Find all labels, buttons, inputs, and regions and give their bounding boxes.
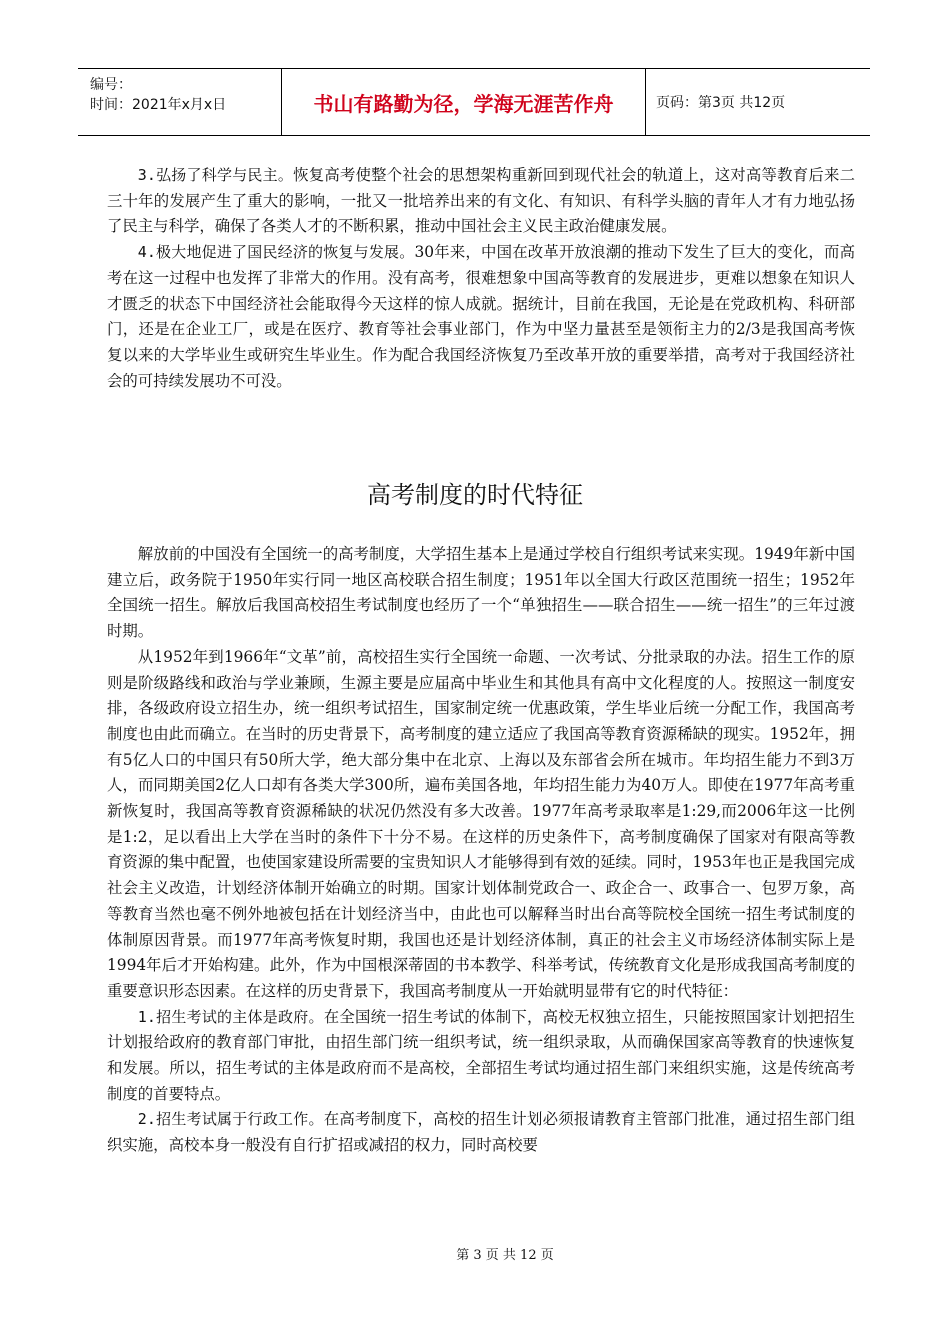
paragraph: [107, 1005, 855, 1108]
paragraph-lead: 4.极大地促进了国民经济的恢复与发展。: [137, 243, 415, 262]
paragraph: [107, 645, 855, 1005]
paragraph: [107, 240, 855, 394]
header-date: 时间：2021年x月x日: [90, 97, 227, 113]
paragraph-text: 恢复高考使整个社会的思想架构重新回到现代社会的轨道上，这对高等教育后来二三十年的发展产生了重大的影响，一批又一批培养出来的有文化、有知识、有科学头脑的青年人才有力地弘扬了民主与科学，确保了各类人才的不断积累，推动中国社会主义民主政治健康发展。: [107, 166, 855, 236]
section-title: 高考制度的时代特征: [367, 481, 583, 509]
paragraph: [107, 163, 855, 240]
header-motto: 书山有路勤为径，学海无涯苦作舟: [282, 69, 646, 135]
header-page-info: 页码：第3页 共12页: [656, 95, 786, 111]
paragraph-lead: 1.招生考试的主体是政府。: [137, 1007, 324, 1026]
header-code-label: 编号：: [90, 77, 132, 93]
paragraph-lead: 2.招生考试属于行政工作。: [137, 1110, 324, 1129]
paragraph-text: 解放前的中国没有全国统一的高考制度，大学招生基本上是通过学校自行组织考试来实现。1949年新中国建立后，政务院于1950年实行同一地区高校联合招生制度；1951年以全国大行政区范围统一招生；1952年全国统一招生。解放后我国高校招生考试制度也经历了一个“单独招生——联合招生——统一招生”的三年过渡时期。: [107, 545, 855, 641]
paragraph-text: 30年来，中国在改革开放浪潮的推动下发生了巨大的变化，而高考在这一过程中也发挥了非常大的作用。没有高考，很难想象中国高等教育的发展进步，更难以想象在知识人才匮乏的状态下中国经济社会能取得今天这样的惊人成就。据统计，目前在我国，无论是在党政机构、科研部门，还是在企业工厂，或是在医疗、教育等社会事业部门，作为中坚力量甚至是领衔主力的2/3是我国高考恢复以来的大学毕业生或研究生毕业生。作为配合我国经济恢复乃至改革开放的重要举措，高考对于我国经济社会的可持续发展功不可没。: [107, 243, 855, 390]
header-meta: [78, 69, 282, 135]
paragraph: [107, 542, 855, 645]
paragraph-text: 在高考制度下，高校的招生计划必须报请教育主管部门批准，通过招生部门组织实施，高校本身一般没有自行扩招或减招的权力，同时高校要: [107, 1110, 855, 1155]
paragraph: [107, 1107, 855, 1158]
page-footer: 第 3 页 共 12 页: [456, 1248, 554, 1263]
page-header: [78, 68, 870, 136]
paragraph-lead: 3.弘扬了科学与民主。: [137, 166, 294, 184]
paragraph-text: 在全国统一招生考试的体制下，高校无权独立招生，只能按照国家计划把招生计划报给政府的教育部门审批，由招生部门统一组织考试，统一组织录取，从而确保国家高等教育的快速恢复和发展。所以，招生考试的主体是政府而不是高校，全部招生考试均通过招生部门来组织实施，这是传统高考制度的首要特点。: [107, 1007, 855, 1103]
paragraph-text: 从1952年到1966年“文革”前，高校招生实行全国统一命题、一次考试、分批录取的办法。招生工作的原则是阶级路线和政治与学业兼顾，生源主要是应届高中毕业生和其他具有高中文化程度的人。按照这一制度安排，各级政府设立招生办，统一组织考试招生，国家制定统一优惠政策，学生毕业后统一分配工作，我国高考制度也由此而确立。在当时的历史背景下，高考制度的建立适应了我国高等教育资源稀缺的现实。1952年，拥有5亿人口的中国只有50所大学，绝大部分集中在北京、上海以及东部省会所在城市。年均招生能力不到3万人，而同期美国2亿人口却有各类大学300所，遍布美国各地，年均招生能力为40万人。即使在1977年高考重新恢复时，我国高等教育资源稀缺的状况仍然没有多大改善。1977年高考录取率是1:29,而2006年这一比例是1:2，足以看出上大学在当时的条件下十分不易。在这样的历史条件下，高考制度确保了国家对有限高等教育资源的集中配置，也使国家建设所需要的宝贵知识人才能够得到有效的延续。同时，1953年也正是我国完成社会主义改造，计划经济体制开始确立的时期。国家计划体制党政合一、政企合一、政事合一、包罗万象，高等教育当然也毫不例外地被包括在计划经济当中，由此也可以解释当时出台高等院校全国统一招生考试制度的体制原因背景。而1977年高考恢复时期，我国也还是计划经济体制，真正的社会主义市场经济体制实际上是1994年后才开始构建。此外，作为中国根深蒂固的书本教学、科举考试，传统教育文化是形成我国高考制度的重要意识形态因素。在这样的历史背景下，我国高考制度从一开始就明显带有它的时代特征：: [107, 647, 855, 1000]
section-body-text: [107, 542, 855, 1159]
top-body-text: [107, 163, 855, 394]
